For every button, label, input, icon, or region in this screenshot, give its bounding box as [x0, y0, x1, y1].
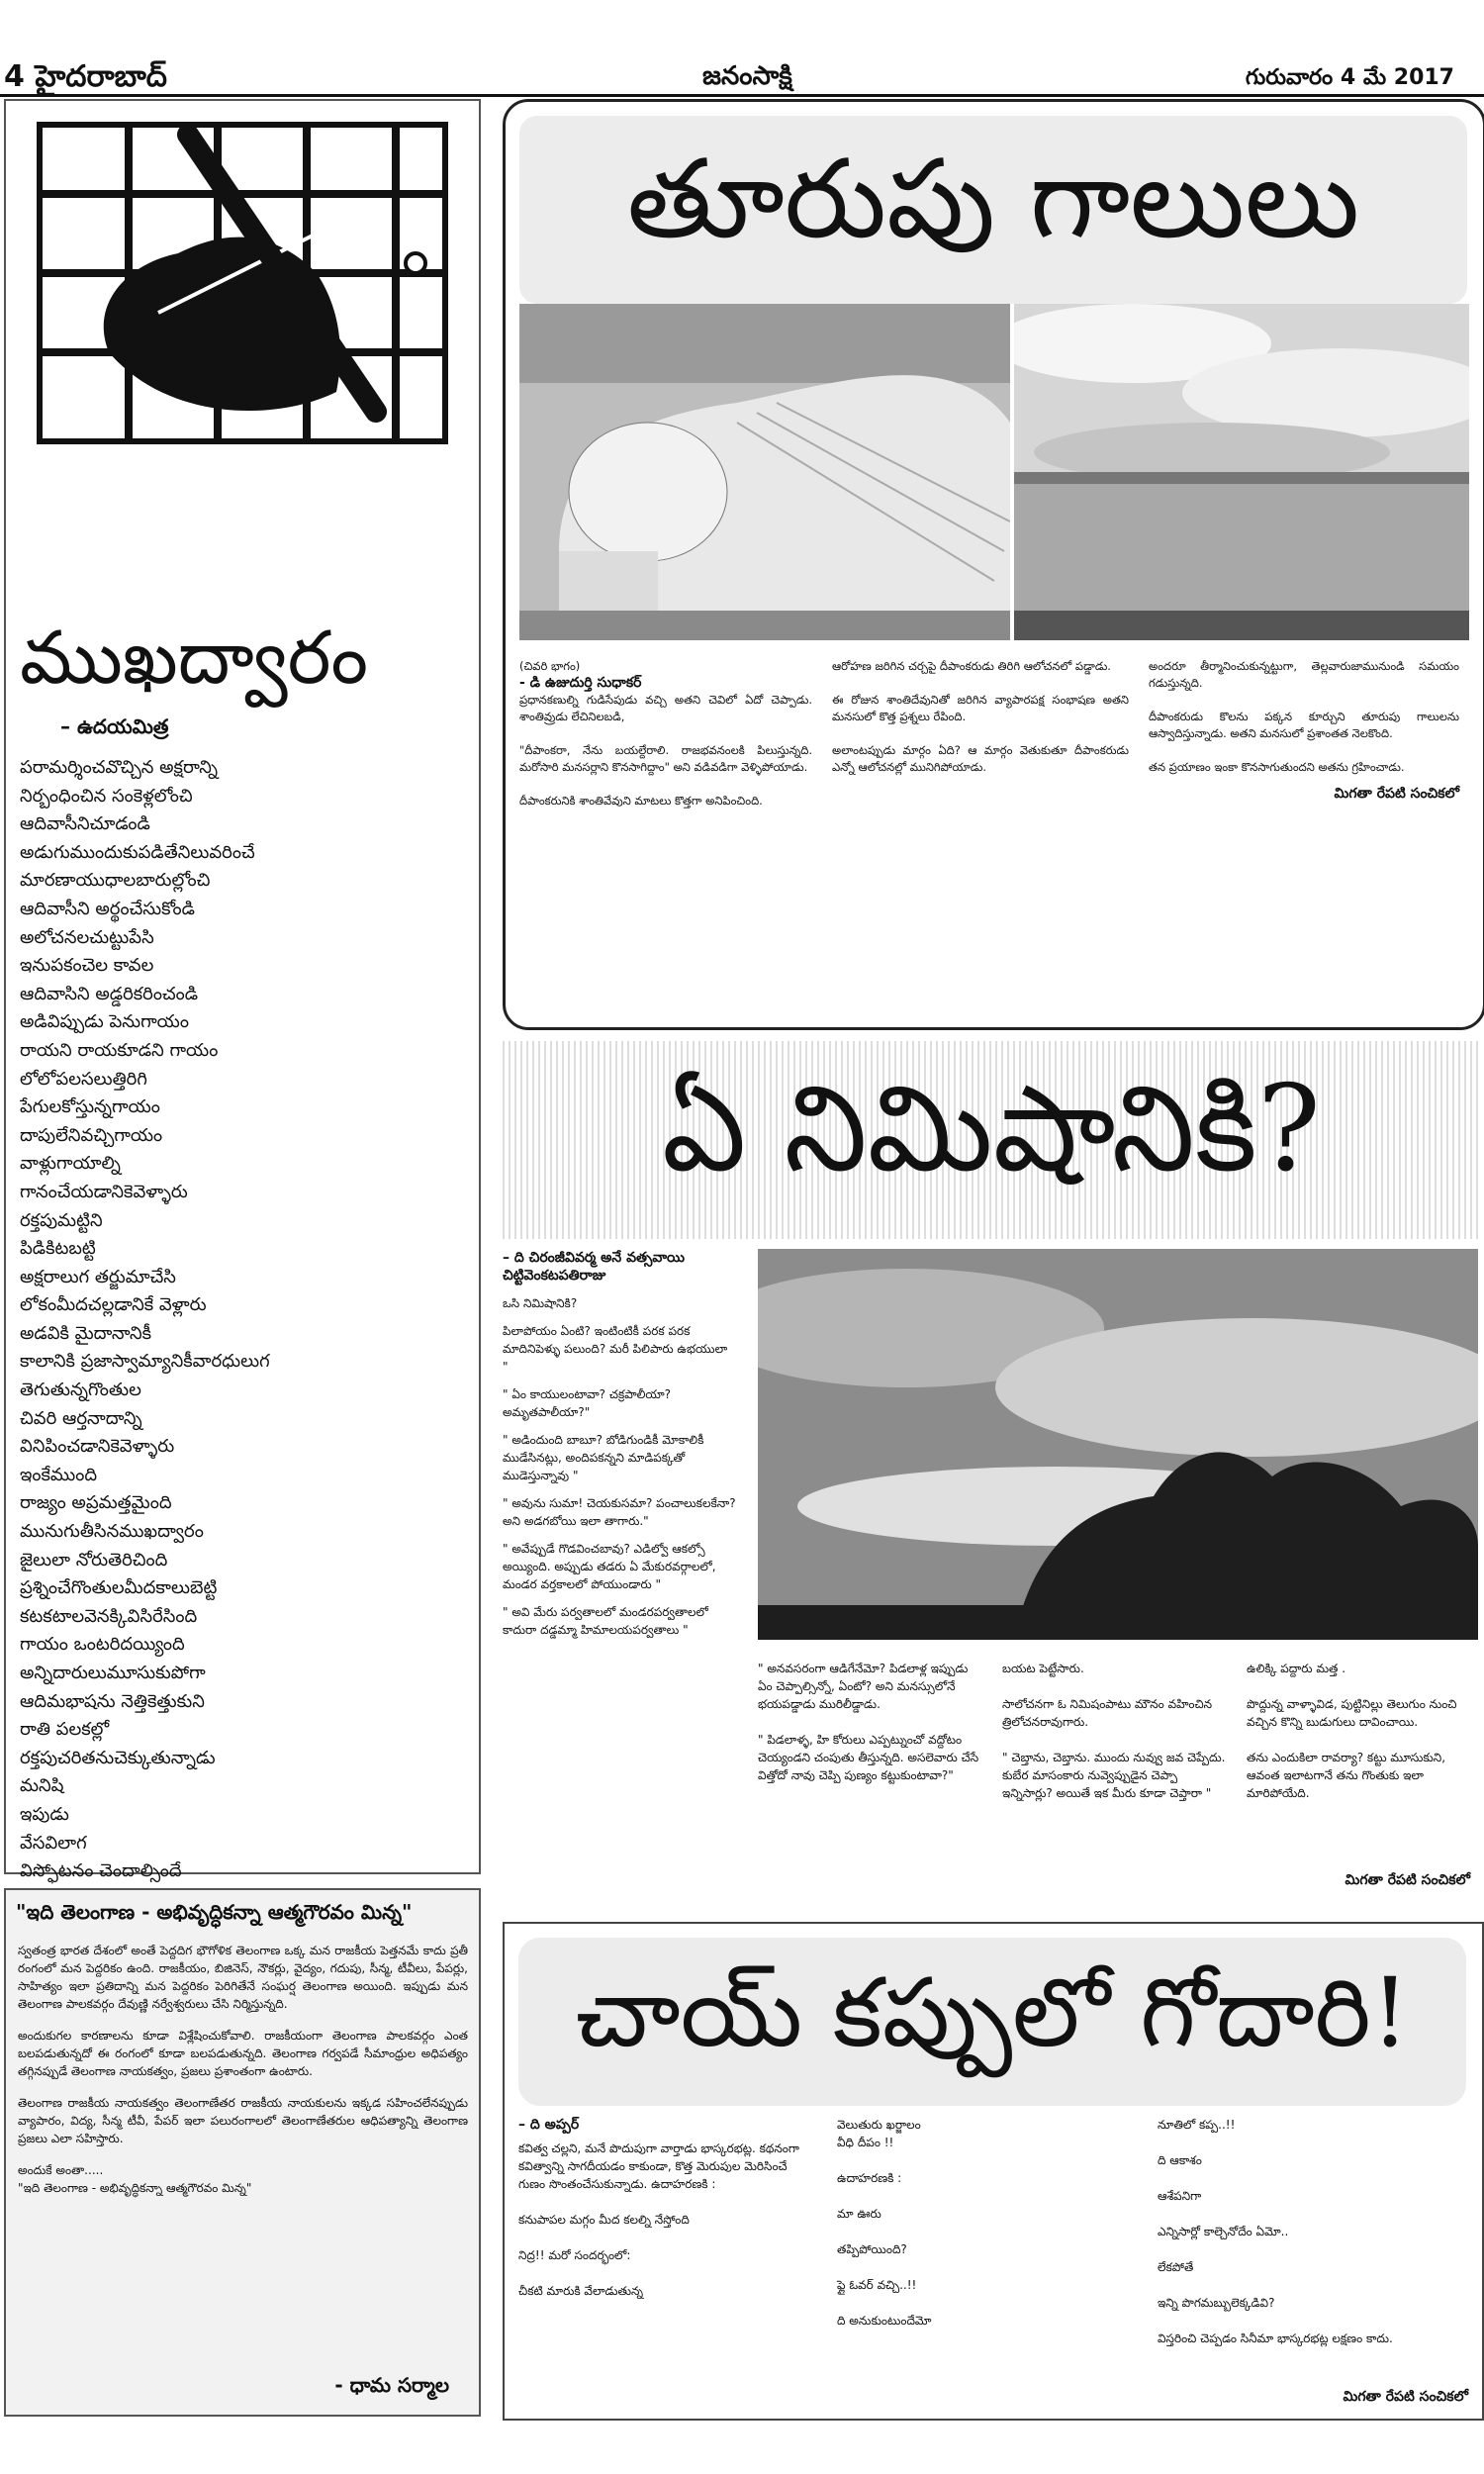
story2-col1 — [503, 1249, 736, 1649]
poem-line: జైలులా నోరుతెరిచింది — [20, 1549, 168, 1570]
poem-line: అలోచనలచుట్టుపేసి — [20, 926, 154, 948]
opinion-title: "ఇది తెలంగాణ - అభివృద్ధికన్నా ఆత్మగౌరవం మిన్న" — [16, 1900, 413, 1924]
story1-col3-text: అందరూ తీర్మానించుకున్నట్టుగా, తెల్లవారుజామునుండి సమయం గడుస్తున్నది. దీపాంకరుడు కొలను పక్కన కూర్చుని తూరుపు గాలులను ఆస్వాదిస్తున్నాడు. అతని మనసులో ప్రశాంతత నెలకొంది. తన ప్రయాణం ఇంకా కొనసాగుతుందని అతను గ్రహించాడు. — [1149, 659, 1459, 774]
prison-hand-illustration — [20, 115, 465, 451]
poem-line: ఇనుపకంచెల కావల — [20, 955, 154, 977]
poem-line: విస్ఫోటనం చెందాల్సిందే — [20, 1860, 182, 1882]
poem-line: రాయని రాయకూడని గాయం — [20, 1039, 219, 1061]
story2-byline: – ది చిరంజీవివర్మ అనే వత్సవాయి — [503, 1250, 685, 1266]
story2-paragraph: " అవును సుమా! చెయకుసమా? పంచాలుకలకేనా? అని అడగబోయి ఇలా తాగారు." — [503, 1496, 736, 1528]
paper-name: జనంసాక్షి — [702, 61, 792, 91]
opinion-paragraph: స్వతంత్ర భారత దేశంలో అంతే పెద్దదిగ భౌగోళిక తెలంగాణ ఒక్క మన రాజకీయ పెత్తనమే కాదు ప్రతీ రంగంలో మన పెద్దరికం ఉంది. రాజకీయం, బిజినెస్, నౌకర్లు, వైద్యం, గదుపు, సీన్మ, టీవీలు, పేపర్లు, సాహిత్యం ఇలా ప్రతిదాన్ని మన పెద్దరికం పెరిగితేనే సంఘర్ష తెలంగాణ అయింది. ఇప్పుడు మన తెలంగాణ పాలకవర్గం దేవుణ్ణి నర్వేశ్వరులు చేసి నిర్మిస్తున్నది. — [18, 1944, 468, 2011]
poem-line: గాయం ఒంటరిదయ్యింది — [20, 1634, 185, 1656]
poem-line: ప్రశ్నించేగొంతులమీదకాలుబెట్టి — [20, 1577, 218, 1599]
opinion-article — [4, 1888, 481, 2417]
poem-line: వాళ్లుగాయాల్ని — [20, 1153, 121, 1175]
story-turupu-galulu — [503, 99, 1484, 1030]
story1-continued: మిగతా రేపటి సంచికలో — [1334, 786, 1459, 802]
poem-line: అడవికి మైదానానికీ — [20, 1322, 152, 1344]
opinion-foot-label: అందుకే అంతా..... — [18, 2163, 104, 2177]
poem-title: ముఖద్వారం — [20, 616, 369, 701]
poem-line: ఆదివాసీనిచూడండి — [20, 813, 150, 835]
sunset-trees-photo — [758, 1249, 1478, 1640]
poem-line: మునుగుతీసినముఖద్వారం — [20, 1521, 204, 1543]
story2-paragraph: " అవి మేరు పర్వతాలలో మండరపర్వతాలలో కాదురా దడ్డమ్మా హిమాలయపర్వతాలు " — [503, 1605, 708, 1637]
opinion-paragraph: అందుకుగల కారణాలను కూడా విశ్లేషించుకోవాలి. రాజకీయంగా తెలంగాణ పాలకవర్గం ఎంత బలపడుతున్నదో ఈ రంగంలో కూడా బలపడుతున్నది. తెలంగాణ గర్వపడే సీమాంధ్రుల అధిపత్యం తగ్గినప్పుడే తెలంగాణ నాయకత్వం, ప్రజలు ప్రశాంతంగా ఉంటారు. — [18, 2029, 468, 2078]
poem-line: వేసవిలాగ — [20, 1832, 87, 1854]
poem-line: మనిషి — [20, 1775, 64, 1797]
poem-line: తెగుతున్నగొంతుల — [20, 1380, 141, 1401]
poem-line: ఇపుడు — [20, 1803, 69, 1825]
story1-title: తూరుపు గాలులు — [626, 136, 1360, 262]
poem-line: ఇంకేముంది — [20, 1464, 98, 1485]
story2-byline2: చిట్టివెంకటపతిరాజు — [503, 1268, 606, 1284]
story1-col2 — [832, 658, 1129, 786]
story3-col1-text: కవిత్వ చల్లని, మనే పొదుపుగా వార్తాడు భాస్కరభట్ల. కథనంగా కవిత్వాన్ని సాగదీయడం కాకుండా, కొత్త మెరుపుల మెరిసించే గుణం సొంతంచేసుకున్నాడు. ఉదాహరణకి : కనుపాపల మగ్గం మీద కలల్ని నేస్తోంది నిద్ర!! మరో సందర్భంలో: చీకటి మారుకి వేలాడుతున్న — [518, 2141, 799, 2298]
opinion-body — [18, 1942, 468, 2197]
poem-line: నిర్బంధించిన సంకెళ్లలోంచి — [20, 785, 193, 807]
poem-line: పేగులకోస్తున్నగాయం — [20, 1096, 160, 1118]
poem-line: కాలానికి ప్రజాస్వామ్యానికీవారధులుగ — [20, 1351, 270, 1373]
poem-line: అడుగుముందుకుపడితేనిలువరించే — [20, 841, 255, 863]
poem-line: దాపులేనివచ్చిగాయం — [20, 1124, 163, 1146]
poem-lines — [20, 754, 475, 1886]
poem-line: లోకంమీదచల్లడానికే వెళ్లారు — [20, 1294, 207, 1316]
story2-paragraph: పిలాపోయం ఏంటి? ఇంటింటికీ పరక పరక మాదినిపెళ్ళు పలుంది? మరీ పిలిపారు ఉభయులా " — [503, 1324, 728, 1374]
story1-byline: - డి ఉజుదుర్తి సుధాకర్ — [519, 675, 642, 691]
poem-line: అడివిప్పుడు పెనుగాయం — [20, 1011, 189, 1033]
poem-line: లోలోపలసలుత్తిరిగి — [20, 1068, 147, 1090]
lake-photo — [1014, 304, 1469, 640]
poem-line: అన్నిదారులుమూసుకుపోగా — [20, 1663, 206, 1683]
story1-col1-text: ప్రధానకణుల్ని గుడిసేపుడు వచ్చి అతని చెవిలో ఏదో చెప్పాడు. శాంతివ్రుడు లేచినిలబడి, "దీపాంకరా, నేను బయల్దేరాలి. రాజభవనంలకి పిలుస్తున్నది. మరోసారి మనసర్లాని కొనసాగిద్దాం" అని వడివడిగా వెళ్ళిపోయాడు. దీపాంకరునికి శాంతివేవుని మాటలు కొత్తగా అనిపించింది. — [519, 693, 812, 808]
page-label: 4 హైదరాబాద్ — [4, 59, 167, 94]
story2-paragraph: " అడిందుంది బాబూ? బోడిగుండికీ మోకాలికీ ముడేసినట్లు, అందిపకన్నని మాడిపక్కతో ముడెస్తున్నావు " — [503, 1433, 704, 1482]
poem-line: చివరి ఆర్తనాదాన్ని — [20, 1407, 142, 1429]
story3-col3: నూతిలో కప్ప..!! ది ఆకాశం ఆశేపనిగా ఎన్నిసార్లో కాల్చెనోదేం ఏమో.. లేకపోతే ఇన్ని పొగమబ్బులెక్కడివి? విస్తరించి చెప్పడం సినీమా భాస్కరభట్ల లక్షణం కాదు. — [1158, 2118, 1393, 2345]
story2-col3: బయట పెట్టేసారు. సాలోచనగా ఓ నిమిషంపాటు మౌనం వహించిన త్రిలోచనరావుగారు. " చెబ్తాను, చెబ్తాను. ముందు నువ్వు జవ చెప్పేదు. కుబేర మాసంకారు నువ్వెప్పుడైన చెప్పా ఇన్నిసార్లు? అయితే ఇక మీరు కూడా చెప్తారా " — [1002, 1662, 1226, 1800]
poem-line: ఆదివాసిని అడ్డరికరించండి — [20, 983, 199, 1004]
poem-line: కటకటాలవెనక్కివిసిరేసింది — [20, 1605, 198, 1627]
story3-col2: వెలుతురు ఖర్జాలం వీధి దీపం !! ఉదాహరణకి : మా ఊరు తప్పిపోయింది? ఫ్లై ఓవర్ వచ్చి..!! ది అనుకుంటుందేమో — [837, 2118, 932, 2328]
story2-paragraph: ఒసి నిమిషానికి? — [503, 1296, 578, 1310]
story2-header — [503, 1041, 1480, 1239]
story-e-nimishaniki — [503, 1249, 1480, 1902]
story2-paragraph: " ఏం కాయులంటావా? చక్రపాలీయా? అమృతపాలీయా?" — [503, 1387, 672, 1419]
poem-line: రక్తపుమట్టిని — [20, 1209, 103, 1231]
story3-continued: మిగతా రేపటి సంచికలో — [1343, 2389, 1468, 2405]
poem-author: – ఉదయమిత్ర — [60, 714, 169, 738]
poem-line: ఆదివాసీని అర్థంచేసుకోండి — [20, 898, 195, 919]
poem-line: రక్తపుచరితనుచెక్కుతున్నాడు — [20, 1747, 216, 1768]
story3-header — [518, 1938, 1466, 2106]
opinion-signature: - ధామ సర్మాల — [334, 2373, 449, 2397]
poem-line: పిడికిటబట్టి — [20, 1238, 96, 1260]
story1-col1 — [519, 658, 812, 819]
poem-line: అక్షరాలుగ తర్జుమాచేసి — [20, 1266, 176, 1287]
story2-col4: ఉలిక్కి పద్దారు మత్త . పొద్దున్న వాళ్ళావిడ, పుట్టినిల్లు తెలుగుం నుంచి వచ్చిన కొన్ని బుడుగులు దావించాయి. తను ఎందుకిలా రావర్యా? కట్టు మూసుకుని, ఆవంత ఇలాటగానే తను గొంతుకు ఇలా మారిపోయేది. — [1247, 1662, 1457, 1800]
poem-line: గానంచేయడానికెవెళ్ళారు — [20, 1181, 188, 1202]
story1-header — [519, 116, 1467, 304]
story2-paragraph: " అవేప్పుడే గొడవించబావు? ఎడిల్వో ఆకల్సో అయ్యింది. అప్పుడు తడరు ఏ మేకురవర్గాలలో, మండర వర్తకాలలో పోయుండారు " — [503, 1542, 716, 1591]
story2-col2: " అనవసరంగా ఆడిగేనేమో? పిడలాళ్ల ఇప్పుడు ఏం చెప్పాల్సిన్నో, ఏంటో? అని మనస్సులోనే భయపడ్డాడు మురిలీడ్డాడు. " పిడలాళ్ళ, హి కోరులు ఎప్పట్నుంచో వద్దోటం చెయ్యండని చంపుతు తీస్తున్నది. అసలెవారు చేసే విత్తోదో నావు చెప్పి పుణ్యం కట్టుకుంటావా?" — [758, 1662, 979, 1782]
poem-line: ఆదిమభాషను నెత్తికెత్తుకుని — [20, 1690, 205, 1712]
story1-byline-note: (చివరి భాగం) — [519, 659, 581, 673]
reclining-buddha-photo — [519, 304, 1010, 640]
poem-line: రాతి పలకల్లో — [20, 1719, 110, 1741]
opinion-paragraph: తెలంగాణ రాజకీయ నాయకత్వం తెలంగాణేతర రాజకీయ నాయకులను ఇక్కడ సహించలేనప్పుడు వ్యాపారం, విద్య, సీన్మ టీవీ, పేపర్ ఇలా పలురంగాలలో తెలంగాణేతరుల ఆధిపత్యాన్ని తెలంగాణ ప్రజలు ఎలా సహిస్తారు. — [18, 2096, 468, 2145]
masthead — [0, 0, 1484, 97]
story-chai-kappulo-godari — [503, 1922, 1484, 2421]
issue-date: గురువారం 4 మే 2017 — [1245, 65, 1454, 90]
poem-line: రాజ్యం అప్రమత్తమైంది — [20, 1492, 172, 1514]
story3-col1 — [518, 2116, 815, 2300]
poem-line: పరామర్శించవొచ్చిన అక్షరాన్ని — [20, 757, 219, 778]
opinion-foot-quote: "ఇది తెలంగాణ - అభివృద్ధికన్నా ఆత్మగౌరవం మిన్న" — [18, 2181, 252, 2195]
poem-section — [4, 99, 481, 1882]
poem-line: మారణాయుధాలబారుల్లోంచి — [20, 870, 211, 892]
story1-col2-text: ఆరోహణ జరిగిన చర్చపై దీపాంకరుడు తిరిగి ఆలోచనలో పడ్డాడు. ఈ రోజున శాంతిదేవునితో జరిగిన వ్యాపారపక్ష సంభాషణ అతని మనసులో కొత్త ప్రశ్నలు రేపింది. అలాంటప్పుడు మార్గం ఏది? ఆ మార్గం వెతుకుతూ దీపాంకరుడు ఎన్నో ఆలోచనల్లో మునిగిపోయాడు. — [832, 659, 1129, 774]
story1-col3 — [1149, 658, 1459, 803]
story2-title: ఏ నిమిషానికి? — [662, 1061, 1321, 1198]
poem-line: వినిపించడానికెవెళ్ళారు — [20, 1436, 175, 1458]
story2-continued: మిగతా రేపటి సంచికలో — [1345, 1872, 1470, 1888]
story3-byline: – ది అప్పర్ — [518, 2117, 580, 2133]
story3-title: చాయ్ కప్పులో గోదారి! — [575, 1957, 1410, 2068]
